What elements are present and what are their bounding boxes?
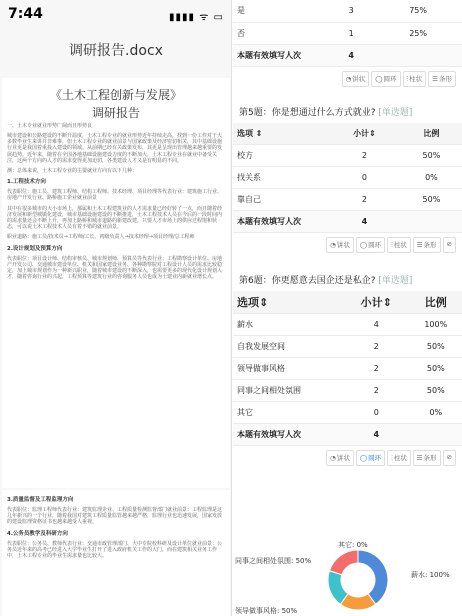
bar-icon: ⫶ [391, 241, 393, 249]
table-row [233, 313, 462, 335]
bar-chart-button[interactable]: ⫶柱状 [403, 71, 427, 87]
donut-label: 薪水: 100% [411, 571, 450, 579]
ring-chart-button[interactable]: ◯圆环 [371, 71, 400, 87]
total-label: 本题有效填写人次 [233, 211, 328, 233]
pie-chart-button[interactable]: ◔饼状 [326, 450, 354, 466]
count-cell: 1 [328, 22, 374, 44]
signal-wifi-battery-icon: ▮▮▮▮ ᯤ ▭ [169, 12, 224, 23]
doc-paragraph: 测：总体来说，土木工程专业的主要就业方向有以下几种： [7, 168, 138, 175]
total-row [233, 211, 462, 233]
doc-paragraph: 职业道路：施工员/技术员→工程师/工长、初级负责人→技术经理→项目经理/总工程师 [7, 234, 195, 241]
count-cell: 2 [343, 335, 410, 357]
pct-cell: 0% [410, 401, 462, 423]
option-cell: 靠自己 [233, 189, 328, 211]
sort-icon[interactable]: ⇕ [259, 295, 269, 309]
table-header [233, 123, 462, 145]
option-cell: 否 [233, 22, 328, 44]
count-cell: 0 [343, 401, 410, 423]
table-row [233, 189, 462, 211]
pie-icon: ◔ [330, 241, 336, 249]
count-cell: 3 [328, 0, 374, 22]
donut-label: 领导做事风格: 50% [235, 607, 298, 615]
question-title: 第6题：你更愿意去国企还是私企? [单选题] [239, 276, 413, 286]
donut-label: 其它: 0% [338, 541, 368, 549]
option-cell: 领导做事风格 [233, 357, 343, 379]
table-row [233, 0, 462, 22]
table-row [233, 335, 462, 357]
hide-icon: ⊘ [446, 452, 452, 461]
hide-chart-button[interactable] [443, 237, 456, 253]
hbar-icon: ☰ [416, 241, 423, 249]
document-title[interactable]: 调研报告.docx [69, 43, 163, 59]
pct-cell: 100% [410, 313, 462, 335]
ring-icon: ◯ [375, 74, 383, 83]
pct-cell: 50% [401, 145, 462, 167]
table-row [233, 145, 462, 167]
pct-cell: 50% [401, 189, 462, 211]
total-row [233, 423, 462, 445]
count-cell: 2 [328, 189, 401, 211]
option-cell: 其它 [233, 401, 343, 423]
chart-type-buttons [233, 446, 462, 470]
option-cell: 薪水 [233, 313, 343, 335]
table-row [233, 401, 462, 423]
ring-chart-button[interactable]: ◯圆环 [356, 450, 385, 466]
document-page[interactable] [2, 78, 230, 488]
doc-heading-1: 《土木工程创新与发展》 [49, 88, 182, 102]
pct-cell: 25% [374, 22, 462, 44]
table-row [233, 167, 462, 189]
sort-icon[interactable]: ⇕ [382, 295, 392, 309]
doc-paragraph: 代表职位：项目设计师、结构审核员、城市规划师、预算员等代表行业：工程勘察设计单位、房地产开发公司、交通城市建设单位、机关和国家建设业务、各种勘察院对工程设计人员的需求比较稳定，加上城市规划作为一种新兴职业，随着城市建设的不断深入，也需要更多的现代化设计规划人才，随着咨询行业的兴起，工程预算等建筑行业的咨询服务人员也成为土建业内新就业增长点。 [7, 255, 223, 281]
doc-heading-2: 调研报告 [91, 106, 140, 120]
pct-cell: 50% [410, 357, 462, 379]
pct-cell: 50% [410, 335, 462, 357]
pct-cell: 0% [401, 167, 462, 189]
question-5-table [233, 123, 462, 234]
total-count: 4 [328, 211, 401, 233]
total-row [233, 44, 462, 66]
ring-icon: ◯ [359, 241, 368, 249]
hbar-icon: ☰ [432, 74, 438, 83]
doc-paragraph: 代表职位：施工员、建筑工程师、结构工程师、技术经理、项目经理等代表行业：建筑施工行业、房地产开发行业、路桥施工企业就业前景 [7, 189, 223, 202]
count-cell: 2 [343, 379, 410, 401]
count-cell: 0 [328, 167, 401, 189]
donut-slice[interactable] [329, 550, 358, 575]
option-cell: 自我发展空间 [233, 335, 343, 357]
doc-section-heading: 2.设计规划及预算方向 [7, 245, 63, 252]
doc-paragraph: 城市建设和公路建设的不断升温度，土木工程专业的就业形势近年持续走高，找到一份工作对于大多数毕业生来讲并非难事，但土木工程专业的就业前景与国家政策及经济密切相关，其中基础设施行业更是我国着重投入建设的领域。从前期已经有关政策发布，其更是呈现出管理越来越重要的发展趋势。近年来，随着在全国各地基础设施建设力度的不断加大，土木工程专业在就业中备受关注，这两个方向的人才的需求变得更加迫切，各类建设人才又是有明显的不同。 [7, 133, 223, 164]
hide-chart-button[interactable] [443, 450, 456, 466]
status-bar [0, 0, 232, 30]
pie-icon: ◔ [345, 74, 352, 83]
option-cell: 同事之间相处氛围 [233, 379, 343, 401]
total-count: 4 [328, 44, 374, 66]
sort-icon[interactable]: ⇕ [255, 128, 263, 138]
table-row [233, 22, 462, 44]
count-cell: 4 [343, 313, 410, 335]
pie-chart-button[interactable]: ◔饼状 [342, 71, 370, 87]
question-title: 第5题：你是想通过什么方式就业? [单选题] [239, 107, 413, 118]
question-prev-table [233, 0, 462, 67]
option-cell: 校方 [233, 145, 328, 167]
doc-paragraph: 其中在很多城市的大小市场上，那属和土木工程建筑业的人才需求量已经好转了一点，而且随着经济发展和新型城镇化建设，城市基础设施建设的不断推进，土木工程技术人员在今后的一段时间内的需求量还会不断上升，再加上路桥和城市道路的新建改建，只要人才市场上的供应过程饱和状态，可以说土木工程技术人员有着不错的就业前景。 [7, 205, 223, 231]
question-6-table [233, 291, 462, 446]
doc-paragraph: 代表职位：监理工程师代表行业：建筑监理企业、工程质量检测监督部门就业前景：工程监理是这几年新兴的一个行业，随着我国对建筑工程质量监管越来越严格，监理行业也迅速发展，国家发放的建设监理资格证书也越来越受人重视。 [7, 507, 223, 526]
option-cell: 是 [233, 0, 328, 22]
hide-icon: ⊘ [446, 240, 452, 248]
bar-chart-button[interactable]: ⫶柱状 [387, 237, 411, 253]
donut-label: 同事之间相处氛围: 50% [235, 557, 312, 565]
doc-subtitle: 一、土木专业就业形势广阔而且形势良 [7, 123, 93, 129]
doc-section-heading: 4.公务员教学及科研方向 [7, 530, 68, 537]
table-header [233, 291, 462, 313]
table-row [233, 357, 462, 379]
header-pct: 比例 [410, 291, 462, 313]
donut-chart-area [233, 525, 462, 616]
ring-icon: ◯ [359, 453, 368, 462]
doc-paragraph: 代表职位：公务员、教师代表行业：交通市政管理部门、大中专院校科研及设计单位就业前景：公务员近年来的高考已经进入大学毕业生打开了进入政府机关工作的大门，而在建筑相关业务工作中，土木工程专业的毕业生需求量也比较大。 [7, 540, 223, 560]
ring-chart-button[interactable]: ◯圆环 [356, 237, 385, 253]
pie-icon: ◔ [330, 453, 336, 462]
sort-icon[interactable]: ⇕ [369, 128, 376, 138]
pct-cell: 50% [410, 379, 462, 401]
header-count[interactable]: 小计⇕ [328, 123, 401, 145]
bar-chart-button[interactable]: ⫶柱状 [387, 450, 411, 466]
question-type: [单选题] [378, 276, 413, 286]
hbar-chart-button[interactable]: ☰条形 [413, 237, 441, 253]
total-count: 4 [343, 423, 410, 445]
bar-icon: ⫶ [391, 453, 393, 462]
survey-results-pane[interactable] [233, 0, 462, 616]
pct-cell: 75% [374, 0, 462, 22]
donut-chart[interactable] [233, 525, 462, 616]
header-option[interactable]: 选项⇕ [233, 291, 343, 313]
total-label: 本题有效填写人次 [233, 423, 343, 445]
header-count[interactable]: 小计⇕ [343, 291, 410, 313]
bar-icon: ⫶ [406, 74, 409, 83]
total-label: 本题有效填写人次 [233, 44, 328, 66]
count-cell: 2 [328, 145, 401, 167]
pie-chart-button[interactable]: ◔饼状 [326, 237, 354, 253]
header-pct: 比例 [401, 123, 462, 145]
count-cell: 2 [343, 357, 410, 379]
status-time: 7:44 [8, 6, 43, 22]
hbar-chart-button[interactable]: ☰条形 [428, 71, 456, 87]
chart-type-buttons [233, 67, 462, 91]
document-page[interactable] [2, 490, 230, 616]
chart-type-buttons [233, 233, 462, 257]
hbar-chart-button[interactable]: ☰条形 [413, 450, 441, 466]
option-cell: 找关系 [233, 167, 328, 189]
table-row [233, 379, 462, 401]
question-type: [单选题] [378, 107, 413, 118]
header-option[interactable]: 选项 ⇕ [233, 123, 328, 145]
doc-section-heading: 3.质量监督及工程监理方向 [7, 497, 74, 503]
hbar-icon: ☰ [416, 453, 423, 462]
doc-section-heading: 1.工程技术方向 [7, 179, 46, 186]
